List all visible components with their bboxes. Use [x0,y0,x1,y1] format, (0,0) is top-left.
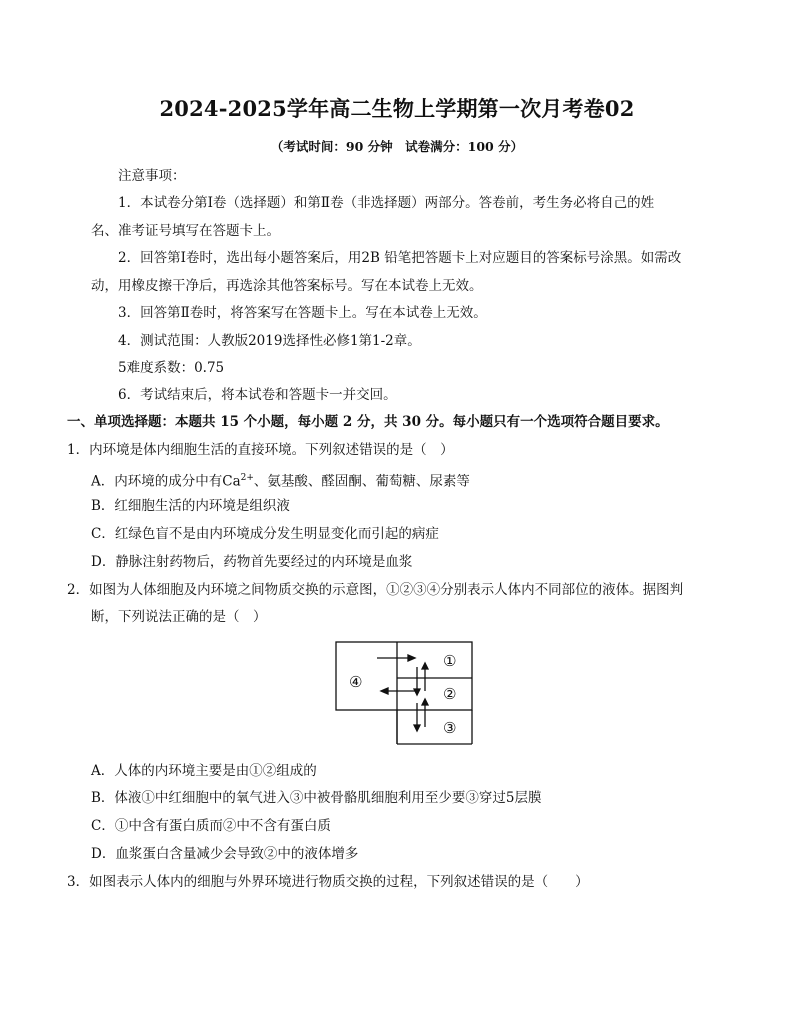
notice-line: 名、准考证号填写在答题卡上。 [91,223,280,239]
exam-subtitle: （考试时间：90 分钟 试卷满分：100 分） [270,139,524,154]
question-2-option-d: D．血浆蛋白含量减少会导致②中的液体增多 [91,846,359,862]
label-3: ③ [443,719,457,737]
question-1-option-c: C．红绿色盲不是由内环境成分发生明显变化而引起的病症 [91,526,439,542]
question-1-option-b: B．红细胞生活的内环境是组织液 [91,498,290,514]
body-fluid-diagram [335,641,473,745]
label-2: ② [443,685,457,703]
notice-line: 2．回答第Ⅰ卷时，选出每小题答案后，用2B 铅笔把答题卡上对应题目的答案标号涂黑。如需改 [118,250,682,266]
question-2-option-a: A．人体的内环境主要是由①②组成的 [91,763,317,779]
question-2-option-c: C．①中含有蛋白质而②中不含有蛋白质 [91,818,331,834]
notice-line: 6．考试结束后，将本试卷和答题卡一并交回。 [118,387,397,403]
question-1-option-d: D．静脉注射药物后，药物首先要经过的内环境是血浆 [91,554,413,570]
notice-line: 3．回答第Ⅱ卷时，将答案写在答题卡上。写在本试卷上无效。 [118,305,487,321]
question-1-option-a: A．内环境的成分中有$Ca^{2+}$、氨基酸、醛固酮、葡萄糖、尿素等 [91,473,470,490]
label-1: ① [443,652,457,670]
question-2-option-b: B．体液①中红细胞中的氧气进入③中被骨骼肌细胞利用至少要③穿过5层膜 [91,790,542,806]
exam-title: 2024-2025学年高二生物上学期第一次月考卷02 [159,96,635,121]
notice-line: 1．本试卷分第Ⅰ卷（选择题）和第Ⅱ卷（非选择题）两部分。答卷前，考生务必将自己的姓 [118,195,655,211]
notice-line: 动，用橡皮擦干净后，再选涂其他答案标号。写在本试卷上无效。 [91,278,483,294]
notice-line: 4．测试范围：人教版2019选择性必修1第1-2章。 [118,333,421,349]
notice-line: 5难度系数：0.75 [118,360,225,376]
question-2-stem-cont: 断，下列说法正确的是（ ） [91,609,267,625]
question-3-stem: 3．如图表示人体内的细胞与外界环境进行物质交换的过程，下列叙述错误的是（ ） [67,874,589,890]
label-4: ④ [349,673,363,691]
notice-heading: 注意事项： [118,168,186,184]
question-2-stem: 2．如图为人体细胞及内环境之间物质交换的示意图，①②③④分别表示人体内不同部位的液体。据图判 [67,582,684,598]
section-heading: 一、单项选择题：本题共 15 个小题，每小题 2 分，共 30 分。每小题只有一个选项符合题目要求。 [67,414,669,430]
question-1-stem: 1．内环境是体内细胞生活的直接环境。下列叙述错误的是（ ） [67,442,454,458]
